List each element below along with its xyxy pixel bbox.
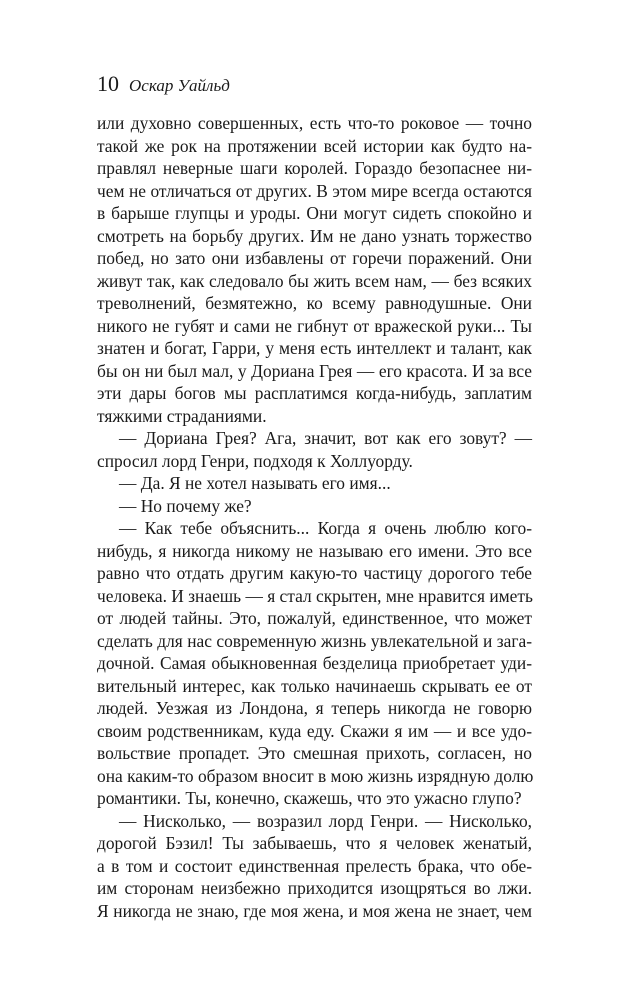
text-line: вительный интерес, как только начинаешь скрывать ее от: [97, 675, 532, 696]
text-line: никого не губят и сами не гибнут от вражеской руки... Ты: [97, 315, 532, 336]
text-line: знатен и богат, Гарри, у меня есть интеллект и талант, как: [97, 338, 532, 358]
text-line: смотреть на борьбу других. Им не дано узнать торжество: [97, 225, 532, 246]
page-header: [97, 72, 230, 98]
text-line: тяжкими страданиями.: [97, 405, 267, 426]
text-line: эти дары богов мы расплатимся когда-нибудь, заплатим: [97, 383, 532, 403]
text-line: — Как тебе объяснить... Когда я очень люблю кого-: [119, 518, 532, 538]
text-line: — Да. Я не хотел называть его имя...: [119, 473, 391, 493]
text-line: сделать для нас современную жизнь увлекательной и зага-: [97, 630, 532, 651]
text-line: равно что отдать другим какую-то частицу дорогого тебе: [97, 563, 532, 583]
text-line: она каким-то образом вносит в мою жизнь изрядную долю: [97, 765, 534, 786]
text-line: спросил лорд Генри, подходя к Холлуорду.: [97, 450, 413, 471]
text-line: дорогой Бэзил! Ты забываешь, что я человек женатый,: [97, 833, 532, 853]
page-number: 10: [97, 71, 119, 96]
text-line: нибудь, я никогда никому не называю его имени. Это все: [97, 540, 532, 561]
text-line: или духовно совершенных, есть что-то роковое — точно: [97, 113, 532, 133]
text-line: побед, но зато они избавлены от горечи поражений. Они: [97, 248, 532, 268]
text-line: от людей тайны. Это, пожалуй, единственное, что может: [97, 608, 532, 628]
text-line: бы он ни был мал, у Дориана Грея — его красота. И за все: [97, 360, 532, 381]
text-line: такой же рок на протяжении всей истории как будто на-: [97, 135, 532, 156]
text-line: треволнений, безмятежно, ко всему равнодушные. Они: [97, 293, 532, 313]
text-line: им сторонам неизбежно приходится изощряться во лжи.: [97, 878, 532, 898]
text-line: — Дориана Грея? Ага, значит, вот как его зовут? —: [119, 428, 532, 448]
text-line: людей. Уезжая из Лондона, я теперь никогда не говорю: [97, 698, 532, 718]
text-line: в барыше глупцы и уроды. Они могут сидеть спокойно и: [97, 203, 532, 223]
text-line: правлял неверные шаги королей. Гораздо безопаснее ни-: [97, 158, 532, 178]
text-line: живут так, как следовало бы жить всем нам, — без всяких: [97, 270, 532, 291]
text-line: вольствие пропадет. Это смешная прихоть, согласен, но: [97, 743, 532, 763]
text-line: человека. И знаешь — я стал скрытен, мне нравится иметь: [97, 585, 533, 606]
text-line: — Но почему же?: [119, 495, 252, 516]
running-head-author: Оскар Уайльд: [129, 76, 230, 95]
text-line: Я никогда не знаю, где моя жена, и моя жена не знает, чем: [97, 900, 532, 921]
body-text: [97, 112, 532, 922]
text-line: чем не отличаться от других. В этом мире всегда остаются: [97, 180, 532, 201]
text-line: дочной. Самая обыкновенная безделица приобретает уди-: [97, 653, 532, 673]
text-line: романтики. Ты, конечно, скажешь, что это ужасно глупо?: [97, 788, 522, 808]
text-line: — Нисколько, — возразил лорд Генри. — Нисколько,: [119, 810, 532, 831]
text-line: своим родственникам, куда еду. Скажи я им — и все удо-: [97, 720, 532, 741]
text-line: а в том и состоит единственная прелесть брака, что обе-: [97, 855, 532, 876]
